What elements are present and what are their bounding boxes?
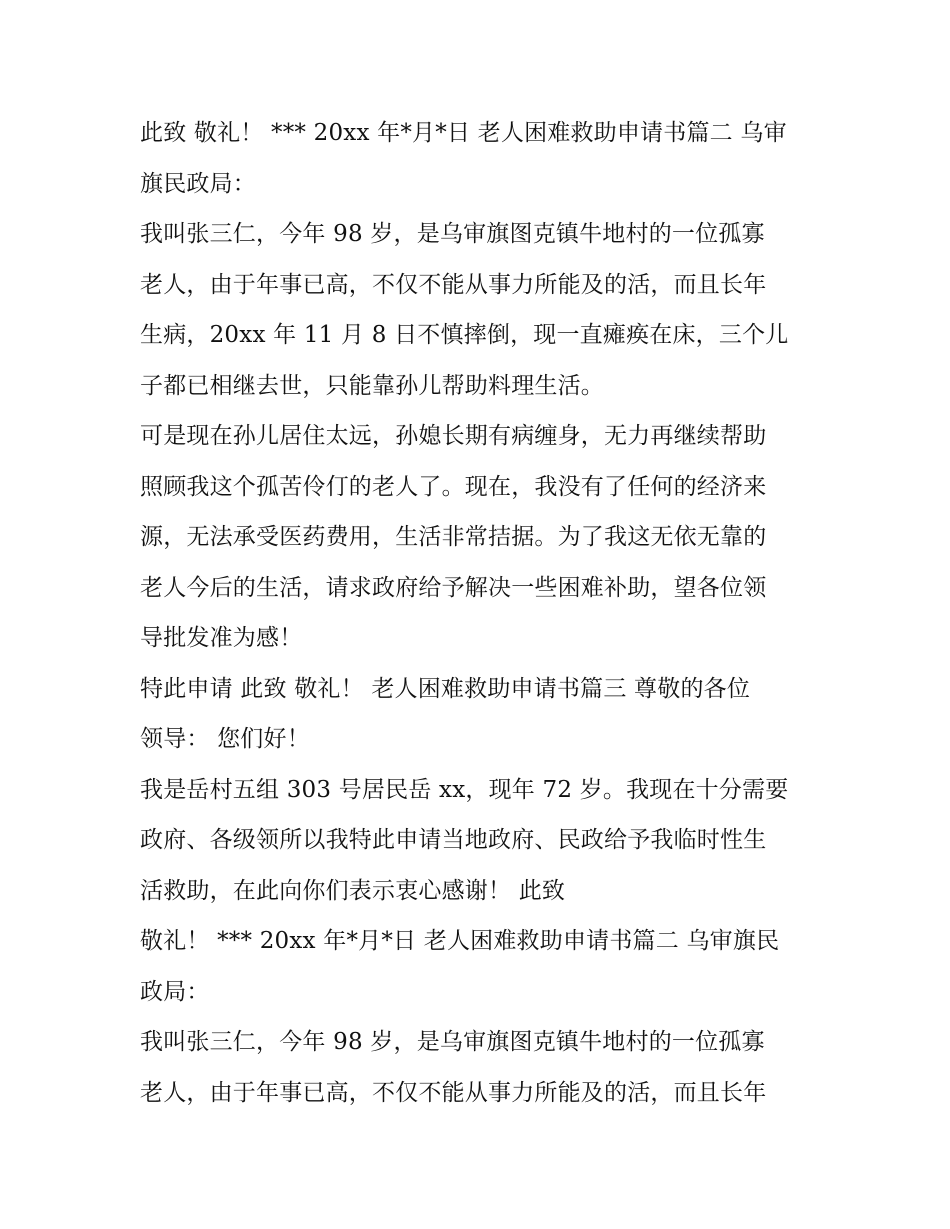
text-line: 我叫张三仁，今年 98 岁，是乌审旗图克镇牛地村的一位孤寡 — [140, 221, 765, 247]
text-line: 可是现在孙儿居住太远，孙媳长期有病缠身，无力再继续帮助 — [140, 423, 767, 449]
text-line: 源，无法承受医药费用，生活非常拮据。为了我这无依无靠的 — [140, 524, 767, 550]
text-line: 旗民政局： — [140, 170, 256, 197]
text-line: 照顾我这个孤苦伶仃的老人了。现在，我没有了任何的经济来 — [140, 473, 767, 500]
text-line: 子都已相继去世，只能靠孙儿帮助料理生活。 — [140, 372, 604, 399]
text-line: 活救助，在此向你们表示衷心感谢！ 此致 — [140, 877, 566, 904]
text-line: 导批发准为感！ — [140, 625, 303, 651]
text-line: 老人，由于年事已高，不仅不能从事力所能及的活，而且长年 — [140, 271, 767, 298]
text-line: 我是岳村五组 303 号居民岳 xx，现年 72 岁。我现在十分需要 — [140, 776, 789, 803]
text-line: 老人今后的生活，请求政府给予解决一些困难补助，望各位领 — [140, 574, 767, 601]
text-line: 特此申请 此致 敬礼！ 老人困难救助申请书篇三 尊敬的各位 — [140, 675, 751, 702]
document-body — [140, 108, 820, 1118]
text-line: 生病，20xx 年 11 月 8 日不慎摔倒，现一直瘫痪在床，三个儿 — [140, 322, 789, 348]
text-line: 我叫张三仁，今年 98 岁，是乌审旗图克镇牛地村的一位孤寡 — [140, 1029, 765, 1055]
text-line: 政局： — [140, 978, 210, 1005]
text-line: 此致 敬礼！ *** 20xx 年*月*日 老人困难救助申请书篇二 乌审 — [140, 120, 787, 146]
text-line: 政府、各级领所以我特此申请当地政府、民政给予我临时性生 — [140, 827, 767, 853]
text-line: 老人，由于年事已高，不仅不能从事力所能及的活，而且长年 — [140, 1079, 767, 1106]
text-line: 领导： 您们好！ — [140, 726, 310, 752]
text-line: 敬礼！ *** 20xx 年*月*日 老人困难救助申请书篇二 乌审旗民 — [140, 928, 780, 954]
